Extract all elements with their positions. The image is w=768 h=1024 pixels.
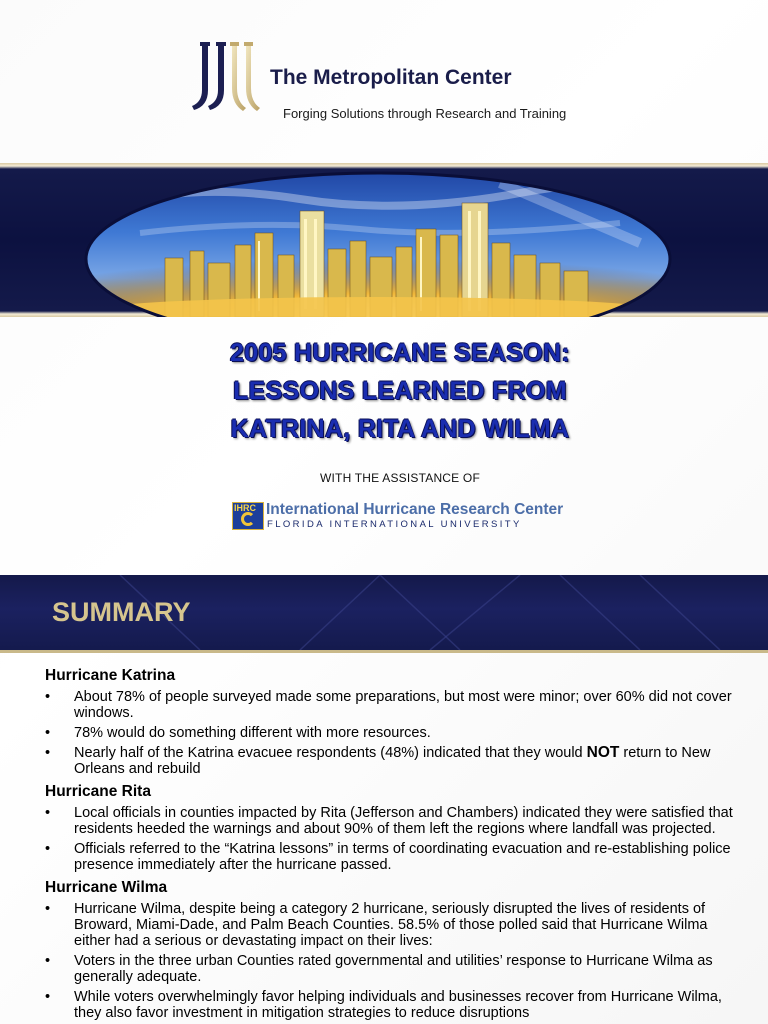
ihrc-logo-letters: IHRC	[234, 503, 256, 513]
bullet-list-rita	[45, 805, 735, 873]
bullet-list-katrina	[45, 689, 735, 777]
bullet-icon: •	[45, 989, 51, 1005]
summary-heading: SUMMARY	[52, 597, 191, 627]
bullet-icon: •	[45, 841, 51, 857]
bullet-text: Hurricane Wilma, despite being a category 2 hurricane, seriously disrupted the lives of residents of Broward, Miami-Dade, and Palm Beach Counties. 58.5% of those polled said that Hurricane Wilma either had a serious or devastating impact on their lives:	[74, 901, 708, 949]
bullet-icon: •	[45, 901, 51, 917]
metropolitan-center-logo	[188, 40, 264, 116]
list-item	[45, 901, 735, 949]
list-item	[45, 689, 735, 721]
ihrc-logo-icon	[232, 502, 264, 530]
list-item	[45, 725, 735, 741]
section-heading-katrina: Hurricane Katrina	[45, 667, 176, 684]
bullet-icon: •	[45, 725, 51, 741]
bullet-text: Officials referred to the “Katrina lessons” in terms of coordinating evacuation and re-establishing police presence immediately after the hurricane passed.	[74, 841, 731, 873]
hurricane-swirl-icon	[241, 512, 255, 526]
bullet-text: Voters in the three urban Counties rated governmental and utilities’ response to Hurricane Wilma as generally adequate.	[74, 953, 713, 985]
organization-name: The Metropolitan Center	[270, 66, 512, 89]
organization-tagline: Forging Solutions through Research and Training	[283, 106, 567, 121]
header	[0, 0, 768, 160]
list-item	[45, 745, 735, 777]
list-item	[45, 841, 735, 873]
bullet-text: While voters overwhelmingly favor helping individuals and businesses recover from Hurricane Wilma, they also favor investment in mitigation strategies to reduce disruptions	[74, 989, 722, 1021]
partner-name: International Hurricane Research Center	[266, 501, 564, 518]
section-heading-wilma: Hurricane Wilma	[45, 879, 168, 896]
city-banner	[0, 163, 768, 317]
bullet-icon: •	[45, 689, 51, 705]
summary-content	[45, 666, 735, 1024]
list-item	[45, 989, 735, 1021]
bullet-emphasis: NOT	[586, 744, 620, 761]
bullet-icon: •	[45, 953, 51, 969]
bullet-icon: •	[45, 805, 51, 821]
city-skyline-image	[0, 163, 768, 317]
list-item	[45, 805, 735, 837]
bullet-text: return to New Orleans and rebuild	[74, 745, 711, 777]
bullet-text: About 78% of people surveyed made some preparations, but most were minor; over 60% did not cover windows.	[74, 689, 732, 721]
document-title	[0, 334, 768, 448]
title-line-2: LESSONS LEARNED FROM	[233, 377, 567, 405]
assistance-label: WITH THE ASSISTANCE OF	[320, 471, 480, 485]
bullet-list-wilma	[45, 901, 735, 1021]
bullet-text: Local officials in counties impacted by Rita (Jefferson and Chambers) indicated they were satisfied that residents heeded the warnings and about 90% of them left the regions where landfall was projected.	[74, 805, 733, 837]
title-line-3: KATRINA, RITA AND WILMA	[230, 415, 570, 443]
section-heading-rita: Hurricane Rita	[45, 783, 151, 800]
bullet-text: 78% would do something different with more resources.	[74, 725, 431, 741]
list-item	[45, 953, 735, 985]
bullet-text: Nearly half of the Katrina evacuee respondents (48%) indicated that they would	[74, 745, 587, 761]
partner-university: FLORIDA INTERNATIONAL UNIVERSITY	[267, 519, 522, 530]
title-line-1: 2005 HURRICANE SEASON:	[229, 339, 570, 367]
bullet-icon: •	[45, 745, 51, 761]
